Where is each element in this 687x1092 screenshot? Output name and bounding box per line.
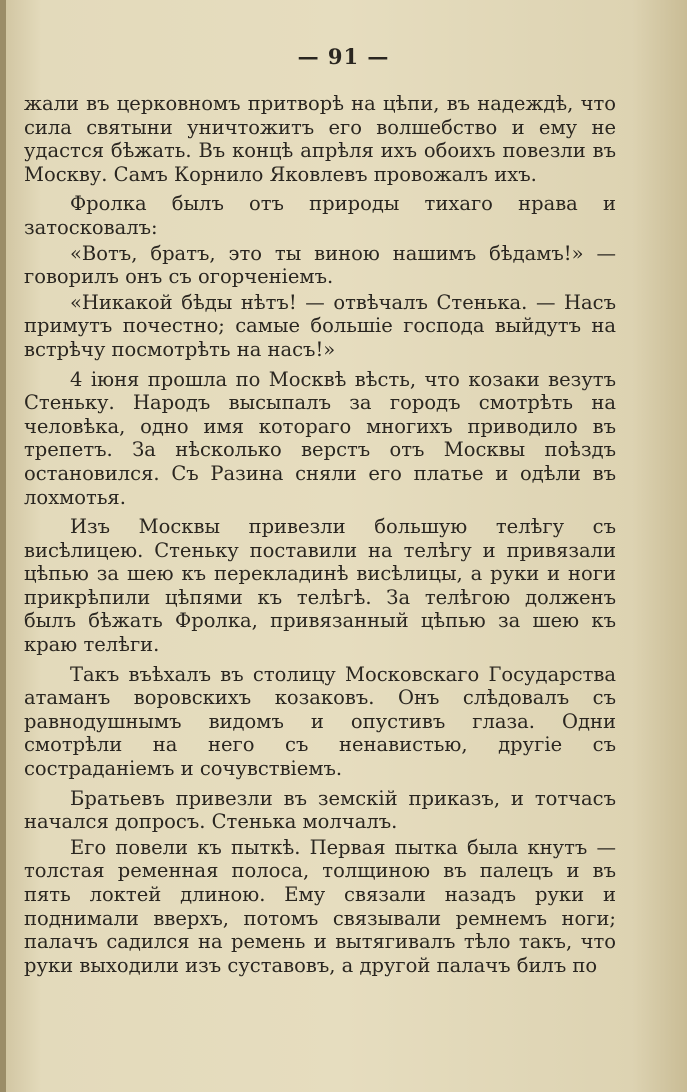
paragraph-8: Братьевъ привезли въ земскій приказъ, и тотчасъ начался допросъ. Стенька молчалъ. (24, 786, 616, 834)
paragraph-7: Такъ въѣхалъ въ столицу Московскаго Государства атаманъ воровскихъ козаковъ. Онъ слѣдовалъ съ равнодушнымъ видомъ и опустивъ глаза. Одни смотрѣли на него съ ненавистью, другіе съ состраданіемъ и сочувствіемъ. (24, 662, 616, 781)
page-gutter (0, 0, 6, 1092)
page-number: — 91 — (297, 44, 390, 69)
paragraph-9: Его повели къ пыткѣ. Первая пытка была кнутъ — толстая ременная полоса, толщиною въ палецъ и въ пять локтей длиною. Ему связали назадъ руки и поднимали вверхъ, потомъ связывали ремнемъ ноги; палачъ садился на ремень и вытягивалъ тѣло такъ, что руки выходили изъ суставовъ, а другой палачъ билъ по (24, 835, 616, 977)
paragraph-4: «Никакой бѣды нѣтъ! — отвѣчалъ Стенька. — Насъ примутъ почестно; самые большіе господа выйдутъ на встрѣчу посмотрѣть на насъ!» (24, 290, 616, 361)
paragraph-3: «Вотъ, братъ, это ты виною нашимъ бѣдамъ!» — говорилъ онъ съ огорченіемъ. (24, 241, 616, 289)
body-text (24, 92, 616, 983)
paragraph-2: Фролка былъ отъ природы тихаго нрава и затосковалъ: (24, 192, 616, 239)
paragraph-1: жали въ церковномъ притворѣ на цѣпи, въ надеждѣ, что сила святыни уничтожитъ его волшебство и ему не удастся бѣжать. Въ концѣ апрѣля ихъ обоихъ повезли въ Москву. Самъ Корнило Яковлевъ провожалъ ихъ. (24, 92, 616, 186)
paragraph-5: 4 іюня прошла по Москвѣ вѣсть, что козаки везутъ Стеньку. Народъ высыпалъ за городъ смотрѣть на человѣка, одно имя котораго многихъ приводило въ трепетъ. За нѣсколько верстъ отъ Москвы поѣздъ остановился. Съ Разина сняли его платье и одѣли въ лохмотья. (24, 367, 616, 509)
paragraph-6: Изъ Москвы привезли большую телѣгу съ висѣлицею. Стеньку поставили на телѣгу и привязали цѣпью за шею къ перекладинѣ висѣлицы, а руки и ноги прикрѣпили цѣпями къ телѣгѣ. За телѣгою долженъ былъ бѣжать Фролка, привязанный цѣпью за шею къ краю телѣги. (24, 515, 616, 657)
